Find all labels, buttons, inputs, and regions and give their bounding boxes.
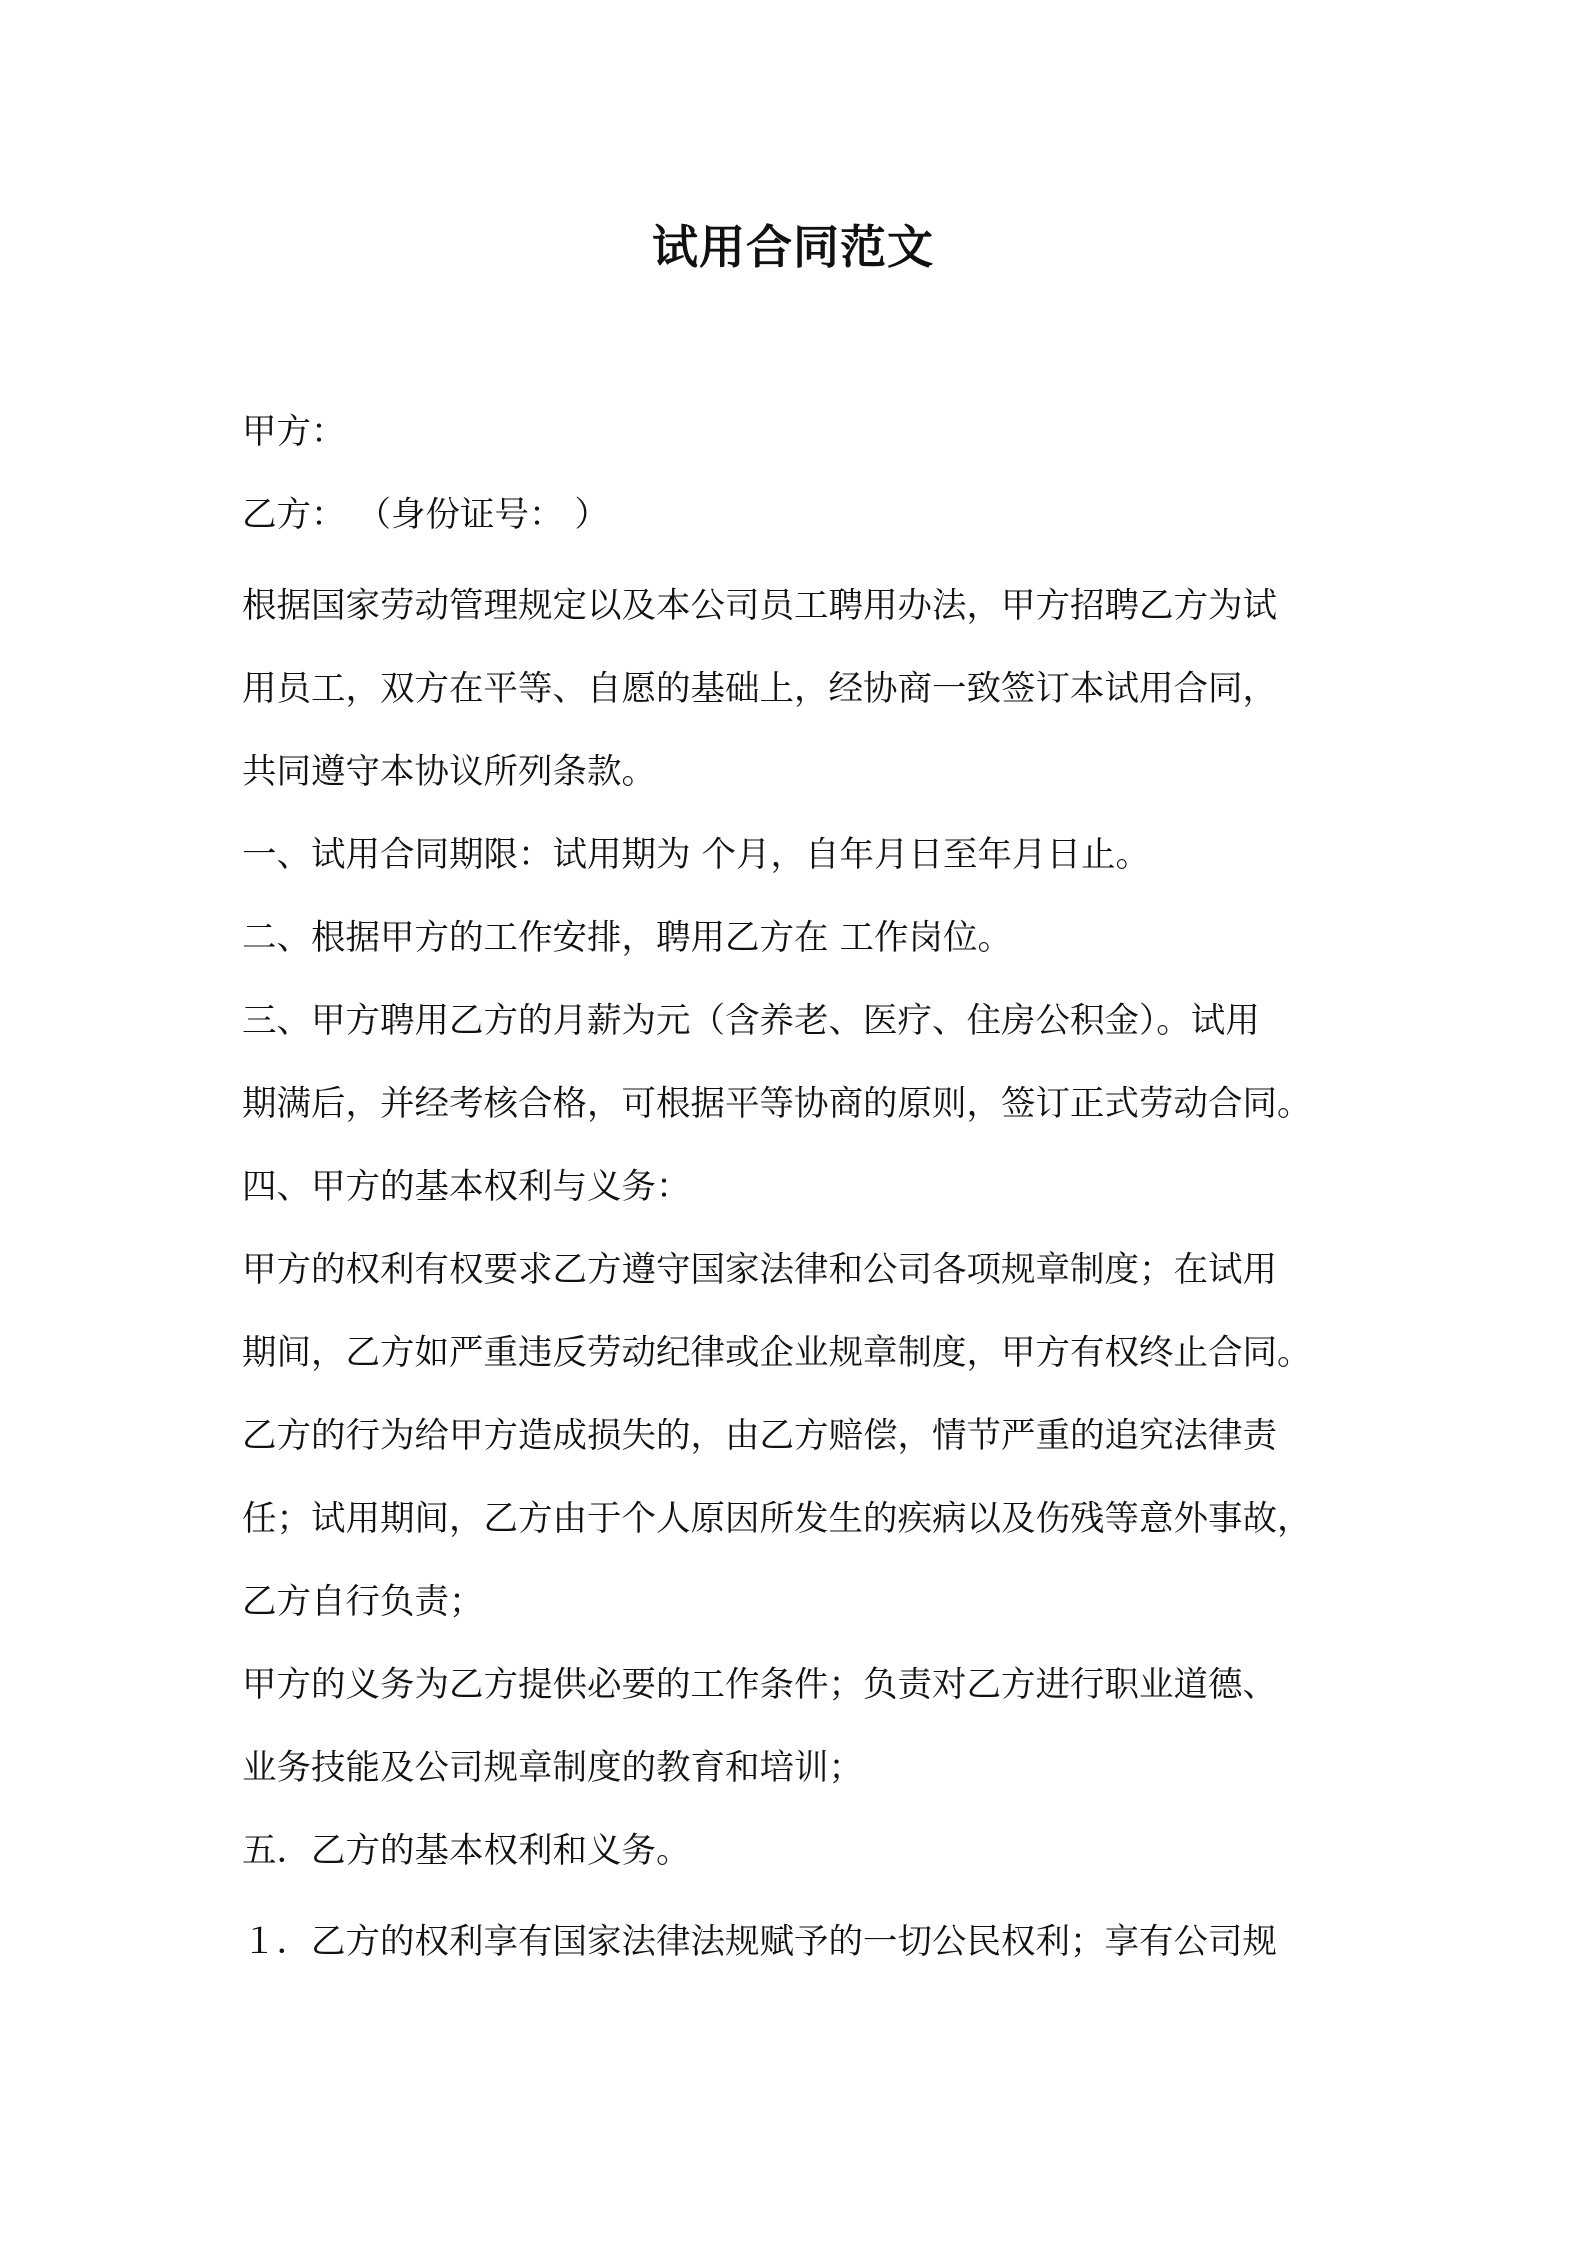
document-title: 试用合同范文 (652, 220, 934, 274)
party-b-line: 乙方： （身份证号： ） (242, 495, 609, 535)
paragraph-line: 用员工，双方在平等、自愿的基础上，经协商一致签订本试用合同， (242, 669, 1277, 709)
paragraph-line: 乙方的行为给甲方造成损失的，由乙方赔偿，情节严重的追究法律责 (242, 1416, 1277, 1456)
clause-4-heading: 四、甲方的基本权利与义务： (242, 1167, 691, 1207)
paragraph-line: 共同遵守本协议所列条款。 (242, 752, 656, 792)
paragraph-line: 期满后，并经考核合格，可根据平等协商的原则，签订正式劳动合同。 (242, 1084, 1312, 1124)
clause-1-line: 一、试用合同期限：试用期为 个月，自年月日至年月日止。 (242, 835, 1150, 875)
paragraph-line: 期间，乙方如严重违反劳动纪律或企业规章制度，甲方有权终止合同。 (242, 1333, 1312, 1373)
paragraph-line: 业务技能及公司规章制度的教育和培训； (242, 1748, 863, 1788)
clause-5-heading: 五．乙方的基本权利和义务。 (242, 1831, 691, 1871)
paragraph-line: 乙方自行负责； (242, 1582, 484, 1622)
clause-2-line: 二、根据甲方的工作安排，聘用乙方在 工作岗位。 (242, 918, 1012, 958)
sub-clause-1-line: １．乙方的权利享有国家法律法规赋予的一切公民权利；享有公司规 (242, 1922, 1277, 1962)
party-a-line: 甲方： (242, 412, 346, 452)
paragraph-line: 甲方的义务为乙方提供必要的工作条件；负责对乙方进行职业道德、 (242, 1665, 1277, 1705)
paragraph-line: 甲方的权利有权要求乙方遵守国家法律和公司各项规章制度；在试用 (242, 1250, 1277, 1290)
clause-3-line: 三、甲方聘用乙方的月薪为元（含养老、医疗、住房公积金）。试用 (242, 1001, 1260, 1041)
paragraph-line: 任；试用期间，乙方由于个人原因所发生的疾病以及伤残等意外事故， (242, 1499, 1312, 1539)
paragraph-line: 根据国家劳动管理规定以及本公司员工聘用办法，甲方招聘乙方为试 (242, 586, 1277, 626)
